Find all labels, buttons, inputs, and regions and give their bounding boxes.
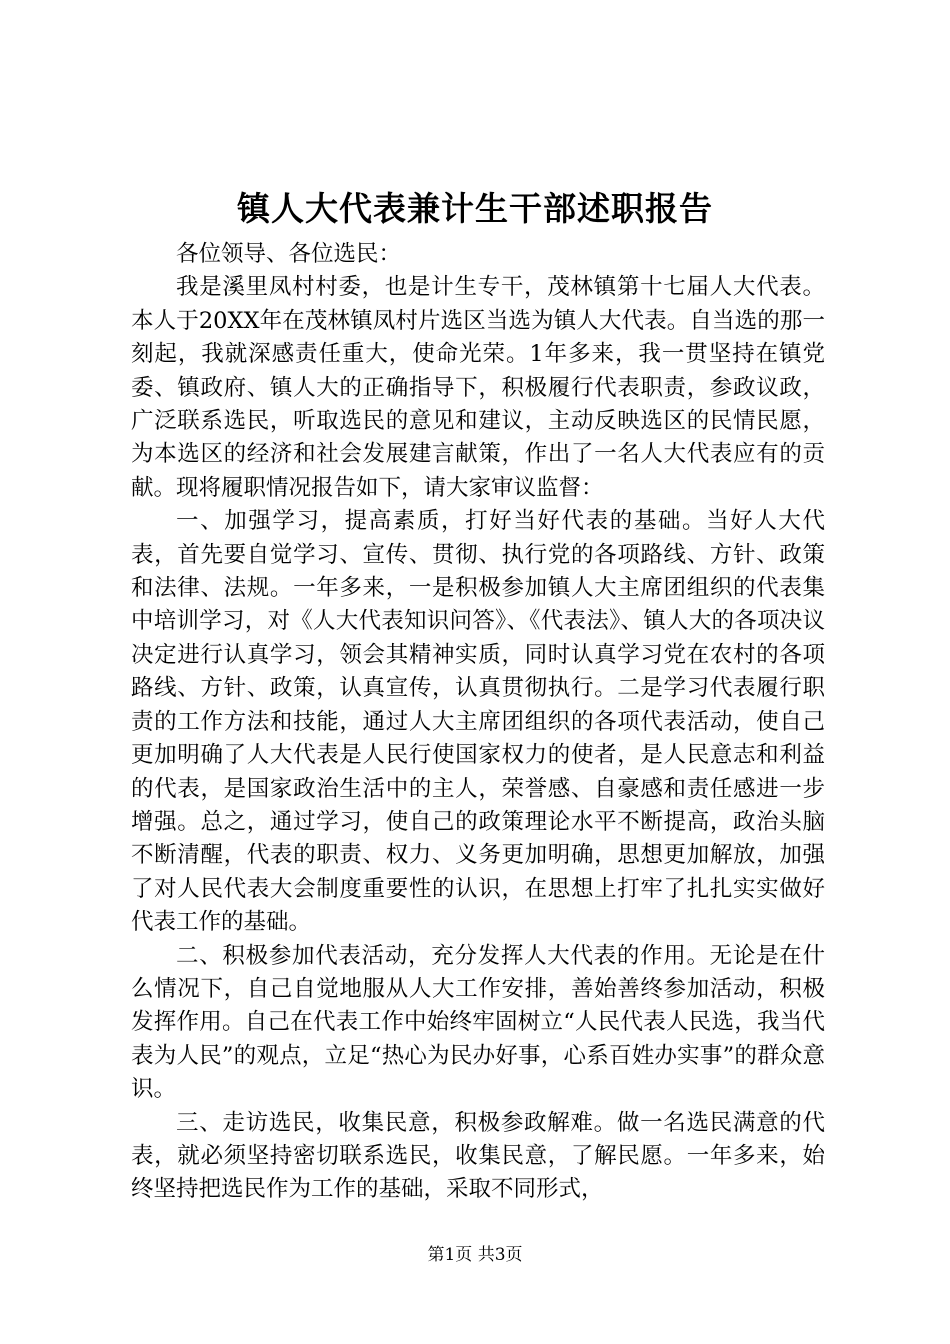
paragraph-section-2: 二、积极参加代表活动，充分发挥人大代表的作用。无论是在什么情况下，自己自觉地服从人大工作安排，善始善终参加活动，积极发挥作用。自己在代表工作中始终牢固树立“人民代表人民选，我当代表为人民”的观点，立足“热心为民办好事，心系百姓办实事”的群众意识。 <box>131 942 825 1103</box>
salutation: 各位领导、各位选民： <box>176 241 402 267</box>
paragraph-section-1: 一、加强学习，提高素质，打好当好代表的基础。当好人大代表，首先要自觉学习、宣传、贯彻、执行党的各项路线、方针、政策和法律、法规。一年多来，一是积极参加镇人大主席团组织的代表集中培训学习，对《人大代表知识问答》、《代表法》、镇人大的各项决议决定进行认真学习，领会其精神实质，同时认真学习党在农村的各项路线、方针、政策，认真宣传，认真贯彻执行。二是学习代表履行职责的工作方法和技能，通过人大主席团组织的各项代表活动，使自己更加明确了人大代表是人民行使国家权力的使者，是人民意志和利益的代表，是国家政治生活中的主人，荣誉感、自豪感和责任感进一步增强。总之，通过学习，使自己的政策理论水平不断提高，政治头脑不断清醒，代表的职责、权力、义务更加明确，思想更加解放，加强了对人民代表大会制度重要性的认识，在思想上打牢了扎扎实实做好代表工作的基础。 <box>131 508 825 936</box>
document-body <box>131 238 825 1207</box>
paragraph-section-3: 三、走访选民，收集民意，积极参政解难。做一名选民满意的代表，就必须坚持密切联系选民，收集民意，了解民愿。一年多来，始终坚持把选民作为工作的基础，采取不同形式， <box>131 1109 825 1203</box>
paragraph-intro: 我是溪里凤村村委，也是计生专干，茂林镇第十七届人大代表。本人于20XX年在茂林镇凤村片选区当选为镇人大代表。自当选的那一刻起，我就深感责任重大，使命光荣。1年多来，我一贯坚持在镇党委、镇政府、镇人大的正确指导下，积极履行代表职责，参政议政，广泛联系选民，听取选民的意见和建议，主动反映选区的民情民愿，为本选区的经济和社会发展建言献策，作出了一名人大代表应有的贡献。现将履职情况报告如下，请大家审议监督： <box>131 274 825 501</box>
page-number-footer: 第1页 共3页 <box>427 1245 523 1265</box>
document-title: 镇人大代表兼计生干部述职报告 <box>237 189 713 228</box>
